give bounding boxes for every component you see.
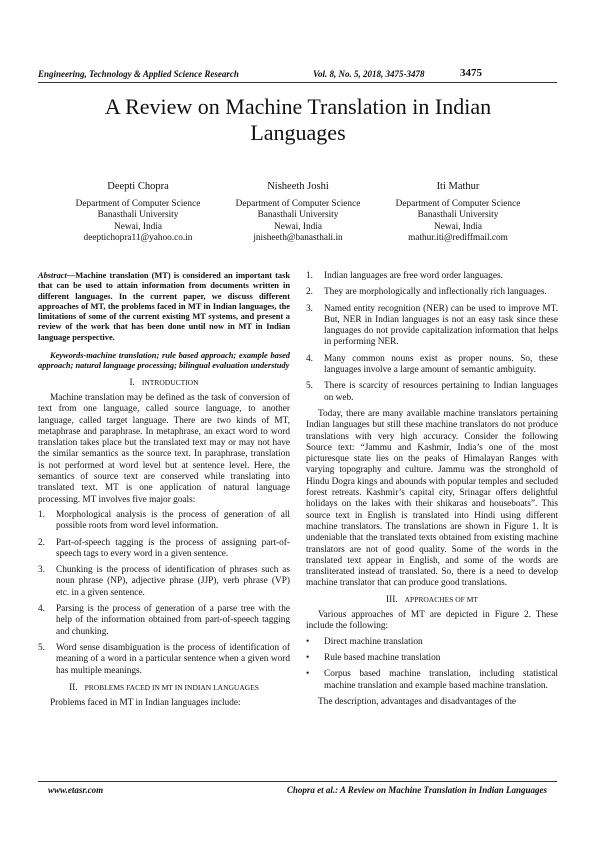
problems-intro: Problems faced in MT in Indian languages include: [50, 698, 241, 709]
author-location: Newai, India [433, 221, 482, 232]
list-item-text: They are morphologically and inflectionally rich languages. [324, 287, 547, 298]
section-title: PROBLEMS FACED IN MT IN INDIAN LANGUAGES [84, 682, 259, 692]
list-item [306, 287, 558, 298]
approaches-intro: Various approaches of MT are depicted in Figure 2. These include the following: [306, 610, 558, 632]
section-number: I. [129, 377, 135, 388]
list-marker: 1. [38, 509, 45, 520]
list-item [306, 304, 558, 349]
list-item-text: Chunking is the process of identification of phrases such as noun phrase (NP), adjective phrase (JJP), verb phrase (VP) etc. in a given sentence. [56, 565, 290, 598]
abstract [38, 271, 290, 343]
description-paragraph: The description, advantages and disadvantages of the [318, 696, 517, 707]
list-marker: 1. [306, 271, 313, 281]
author-name: Nisheeth Joshi [267, 181, 329, 192]
author-location: Newai, India [273, 221, 322, 232]
list-marker: 2. [38, 537, 45, 548]
list-item [306, 653, 558, 664]
list-item-text: Many common nouns exist as proper nouns. So, these languages involve a large amount of semantic ambiguity. [324, 353, 558, 376]
list-item-text: There is scarcity of resources pertaining to Indian languages on web. [324, 381, 558, 403]
header-rule [38, 82, 557, 83]
page-number: 3475 [460, 67, 482, 79]
list-item [38, 510, 290, 533]
list-item [306, 669, 558, 692]
list-item [38, 604, 290, 638]
footer-website: www.etasr.com [48, 785, 104, 795]
author-name: Deepti Chopra [107, 181, 169, 192]
author-email: jnisheeth@banasthali.in [253, 233, 343, 243]
author-name: Iti Mathur [436, 181, 480, 192]
list-marker: 3. [306, 303, 313, 314]
list-marker: 4. [306, 353, 313, 364]
keywords: Keywords-machine translation; rule based approach; example based approach; natural language processing; bilingual evaluation understudy [38, 351, 290, 371]
bullet-icon: • [306, 669, 310, 680]
list-item-text: Morphological analysis is the process of generation of all possible roots from word level information. [56, 509, 290, 532]
author-dept: Department of Computer Science [75, 198, 201, 209]
volume-info: Vol. 8, No. 5, 2018, 3475-3478 [313, 69, 425, 79]
author-block-3 [368, 181, 548, 245]
goals-list [38, 510, 290, 677]
list-item [38, 643, 290, 677]
section-number: III. [386, 594, 398, 605]
author-block-2 [208, 181, 388, 245]
journal-name: Engineering, Technology & Applied Science Research [38, 69, 239, 79]
list-item-text: Part-of-speech tagging is the process of assigning part-of-speech tags to every word in a given sentence. [56, 537, 290, 559]
today-paragraph: Today, there are many available machine translators pertaining Indian languages but still these machine translators do not produce translations with very high accuracy. Consider the following Source text: “Jammu and Kashmir, India’s one of the most picturesque state lies on the peaks of Himalayan Ranges with varying topography and culture. Jammu was the stronghold of Hindu Dogra kings and abounds with popular temples and secluded forest retreats. Kashmir’s capital city, Srinagar offers delightful holidays on the lakes with their shikaras and houseboats”. This source text in English is translated into Hindi using different machine translators. The translations are shown in Figure 1. It is undeniable that the translated texts obtained from existing machine translators are not of good quality. Some of the words in the translated text appear in English, and some of the words are transliterated instead of translated. So, there is a need to develop machine translator that can produce good translations. [306, 408, 558, 589]
author-dept: Department of Computer Science [235, 198, 361, 209]
section-heading-intro [38, 377, 290, 389]
list-item-text: Corpus based machine translation, including statistical machine translation and example based machine translation. [324, 669, 558, 691]
list-marker: 2. [306, 287, 313, 298]
footer-citation: Chopra et al.: A Review on Machine Translation in Indian Languages [286, 785, 547, 795]
bullet-icon: • [306, 636, 310, 647]
section-number: II. [69, 682, 78, 693]
list-item-text: Direct machine translation [324, 636, 423, 647]
approaches-list [306, 637, 558, 692]
intro-paragraph: Machine translation may be defined as the task of conversion of text from one language, called source language, to another language, called target language. There are two kinds of MT, metaphrase and paraphrase. In metaphrase, an exact word to word translation takes place but the translated text may or may not have the similar semantics as the source text. In paraphrase, translation is not performed at word level but at sentence level. Here, the semantics of source text are conserved while translating into translated text. MT is one application of natural language processing. MT involves five major goals: [38, 392, 290, 505]
list-item [38, 565, 290, 599]
author-university: Banasthali University [97, 210, 179, 220]
section-title: APPROACHES OF MT [404, 594, 478, 604]
section-title: INTRODUCTION [141, 377, 199, 387]
list-marker: 5. [306, 381, 313, 392]
list-item [306, 381, 558, 404]
author-university: Banasthali University [417, 210, 499, 220]
list-item-text: Indian languages are free word order languages. [324, 271, 503, 281]
author-dept: Department of Computer Science [395, 198, 521, 209]
paper-title: A Review on Machine Translation in Indian Languages [104, 94, 492, 145]
list-item-text: Named entity recognition (NER) can be used to improve MT. But, NER in Indian languages is not an easy task since these languages do not provide capitalization information that helps in performing NER. [324, 303, 558, 348]
list-item [306, 271, 558, 282]
list-item-text: Parsing is the process of generation of a parse tree with the help of the information obtained from part-of-speech tagging and chunking. [56, 604, 290, 637]
list-marker: 4. [38, 604, 45, 615]
list-item [38, 538, 290, 561]
author-email: mathur.iti@rediffmail.com [408, 233, 508, 243]
page-footer [38, 781, 557, 795]
section-heading-approaches [306, 594, 558, 606]
abstract-text: —Machine translation (MT) is considered an important task that can be used to attain information from documents written in different languages. In the current paper, we discuss different approaches of MT, the problems faced in MT in Indian languages, the limitations of some of the current existing MT systems, and present a review of the work that has been done until now in MT in Indian language perspective. [38, 271, 290, 342]
list-item-text: Word sense disambiguation is the process of identification of meaning of a word in a particular sentence when a given word has multiple meanings. [56, 642, 290, 676]
list-marker: 3. [38, 565, 45, 576]
list-item [306, 354, 558, 377]
list-marker: 5. [38, 642, 45, 653]
abstract-lead: Abstract [38, 271, 67, 280]
section-heading-problems [38, 682, 290, 694]
right-column [306, 271, 558, 712]
left-column [38, 271, 290, 713]
author-university: Banasthali University [257, 210, 339, 220]
author-block-1 [48, 181, 228, 245]
author-email: deeptichopra11@yahoo.co.in [83, 233, 193, 243]
author-location: Newai, India [113, 221, 162, 232]
bullet-icon: • [306, 652, 310, 663]
problems-list [306, 271, 558, 404]
running-header [38, 67, 558, 81]
list-item-text: Rule based machine translation [324, 652, 441, 663]
list-item [306, 637, 558, 648]
